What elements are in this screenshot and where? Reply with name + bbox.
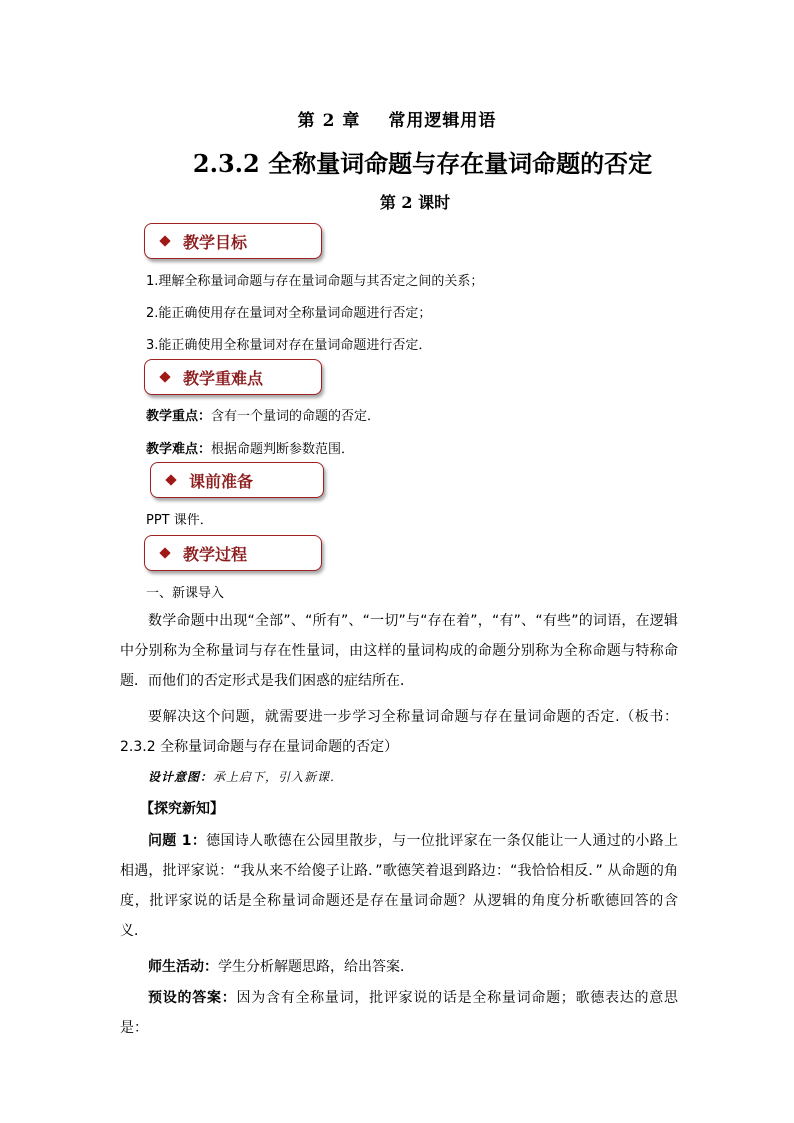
- answer-line: [120, 983, 678, 1043]
- explore-title: 【探究新知】: [140, 801, 224, 817]
- difficulty-label: 教学难点：: [146, 442, 212, 457]
- goals-heading: 教学目标: [183, 232, 248, 252]
- design-intent: [120, 762, 678, 792]
- part1-title: 一、新课导入: [146, 586, 225, 601]
- goal-item: 3.能正确使用全称量词对存在量词命题进行否定．: [146, 338, 432, 353]
- difficulty-text: 根据命题判断参数范围．: [211, 442, 355, 457]
- answer-label: 预设的答案：: [148, 990, 237, 1006]
- blackboard-paragraph: 要解决这个问题，就需要进一步学习全称量词命题与存在量词命题的否定.（板书：2.3.2 全称量词命题与存在量词命题的否定）: [120, 709, 678, 755]
- design-text: 承上启下，引入新课．: [213, 770, 344, 784]
- prep-heading: 课前准备: [189, 471, 254, 491]
- keypoints-heading: 教学重难点: [183, 368, 264, 388]
- focus-label: 教学重点：: [146, 409, 212, 424]
- intro-paragraph: 数学命题中出现“全部”、“所有”、“一切”与“存在着”，“有”、“有些”的词语，在逻辑中分别称为全称量词与存在性量词，由这样的量词构成的命题分别称为全称命题与特称命题．而他们的否定形式是我们困惑的症结所在．: [120, 613, 678, 689]
- design-label: 设计意图：: [148, 770, 214, 784]
- goals-banner: [144, 223, 322, 259]
- diamond-icon: [159, 235, 170, 246]
- chapter-label: 第 2 章: [297, 111, 361, 131]
- goal-item: 1.理解全称量词命题与存在量词命题与其否定之间的关系；: [146, 274, 484, 289]
- process-banner: [144, 535, 322, 571]
- goal-item: 2.能正确使用存在量词对全称量词命题进行否定；: [146, 306, 432, 321]
- q1-text: 德国诗人歌德在公园里散步，与一位批评家在一条仅能让一人通过的小路上相遇，批评家说：“我从来不给傻子让路．”歌德笑着退到路边：“我恰恰相反．” 从命题的角度，批评家说的话是全称量词命题还是存在量词命题？从逻辑的角度分析歌德回答的含义．: [120, 833, 678, 939]
- prep-text: PPT 课件．: [146, 513, 213, 528]
- section-title: 2.3.2 全称量词命题与存在量词命题的否定: [192, 149, 653, 178]
- process-heading: 教学过程: [183, 544, 248, 564]
- diamond-icon: [165, 474, 176, 485]
- chapter-name: 常用逻辑用语: [388, 111, 497, 131]
- activity-label: 师生活动：: [148, 959, 218, 975]
- activity-line: [120, 952, 678, 982]
- prep-banner: [150, 462, 324, 498]
- answer-text: 因为含有全称量词，批评家说的话是全称量词命题；歌德表达的意思是：: [120, 990, 679, 1036]
- q1-label: 问题 1：: [148, 833, 207, 849]
- lesson-title: 第 2 课时: [379, 193, 451, 212]
- chapter-title: [0, 106, 794, 131]
- diamond-icon: [159, 371, 170, 382]
- keypoints-banner: [144, 359, 322, 395]
- diamond-icon: [159, 547, 170, 558]
- difficulty-line: [146, 438, 354, 457]
- focus-line: [146, 405, 380, 424]
- focus-text: 含有一个量词的命题的否定．: [211, 409, 381, 424]
- question-1: [120, 826, 678, 946]
- activity-text: 学生分析解题思路，给出答案．: [218, 959, 414, 975]
